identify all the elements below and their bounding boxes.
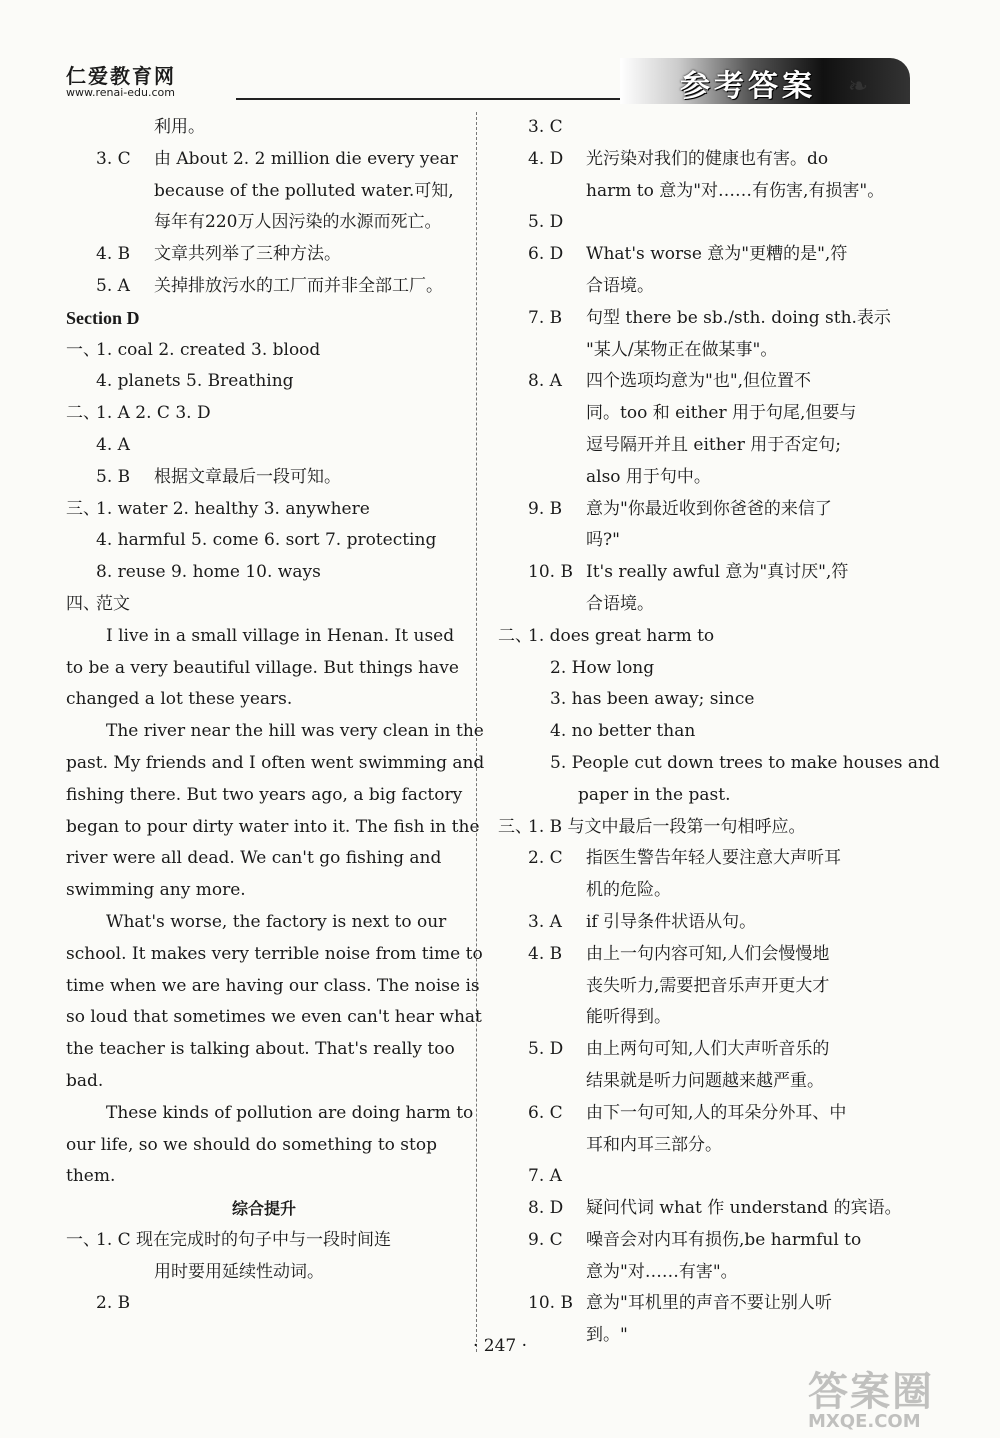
answer-line	[66, 875, 462, 907]
answer-text: 范文	[96, 593, 130, 614]
answer-line	[498, 1098, 894, 1130]
answer-number: 6. C	[528, 1102, 563, 1123]
answer-text: 根据文章最后一段可知。	[154, 466, 341, 487]
answer-text: past. My friends and I often went swimming and	[66, 752, 485, 773]
answer-number: 4. B	[528, 943, 563, 964]
answer-line	[66, 335, 462, 367]
watermark-logo	[808, 1360, 988, 1430]
brand-name: 仁爱教育网	[66, 64, 176, 88]
answer-text: 由上一句内容可知,人们会慢慢地	[586, 943, 830, 964]
answer-line	[498, 494, 894, 526]
answer-text: 1. water 2. healthy 3. anywhere	[96, 498, 370, 519]
answer-text: 利用。	[154, 117, 205, 137]
answer-line	[498, 303, 894, 335]
answer-text: 意为"耳机里的声音不要让别人听	[586, 1293, 832, 1314]
answer-line	[498, 271, 894, 303]
answer-text: 文章共列举了三种方法。	[154, 244, 341, 265]
answer-line	[66, 1098, 474, 1130]
answer-line	[498, 684, 894, 716]
section-heading: Section D	[66, 307, 140, 328]
answer-text: 5. People cut down trees to make houses and	[550, 752, 940, 773]
answer-text: 指医生警告年轻人要注意大声听耳	[586, 848, 841, 869]
answer-line	[66, 653, 462, 685]
answer-line	[498, 843, 894, 875]
answer-text: What's worse 意为"更糟的是",符	[586, 244, 848, 265]
answer-line	[66, 748, 485, 780]
left-column	[66, 112, 485, 1320]
answer-text: the teacher is talking about. That's really too	[66, 1039, 455, 1060]
answer-number: 4. D	[528, 148, 564, 169]
answer-line	[66, 557, 462, 589]
answer-line	[66, 430, 462, 462]
answer-line	[498, 1288, 894, 1320]
answer-text: 由下一句可知,人的耳朵分外耳、中	[586, 1102, 847, 1123]
answer-text: 关掉排放污水的工厂而并非全部工厂。	[154, 275, 443, 296]
page-header	[0, 0, 1000, 110]
answer-text: 四个选项均意为"也",但位置不	[586, 371, 812, 392]
watermark-main: 答案圈	[808, 1369, 934, 1415]
answer-text: 同。too 和 either 用于句尾,但要与	[586, 403, 857, 424]
answer-number: 2. C	[528, 848, 563, 869]
answer-text: 1. B 与文中最后一段第一句相呼应。	[528, 816, 806, 837]
answer-line	[66, 207, 462, 239]
answer-line	[66, 812, 480, 844]
answer-number: 3. C	[96, 148, 131, 169]
answer-text: It's really awful 意为"真讨厌",符	[586, 562, 849, 583]
answer-line	[66, 971, 480, 1003]
answer-line	[66, 621, 462, 653]
answer-line	[66, 1225, 462, 1257]
answer-line	[66, 462, 462, 494]
answer-number: 一、	[66, 339, 100, 360]
answer-text: 合语境。	[586, 593, 654, 614]
answer-line	[66, 1161, 462, 1193]
answer-number: 9. B	[528, 498, 563, 519]
answer-line	[498, 462, 894, 494]
answer-line	[498, 621, 894, 653]
answer-line	[498, 716, 894, 748]
answer-text: time when we are having our class. The noise is	[66, 975, 480, 996]
answer-line	[498, 589, 894, 621]
answer-text: if 引导条件状语从句。	[586, 911, 757, 932]
answer-number: 6. D	[528, 244, 564, 265]
answer-text: 3. has been away; since	[550, 689, 755, 710]
answer-text: changed a lot these years.	[66, 689, 293, 710]
answer-line	[498, 780, 894, 812]
answer-line	[498, 144, 894, 176]
answer-number: 一、	[66, 1229, 100, 1250]
answer-number: 4. B	[96, 244, 131, 265]
answer-text: "某人/某物正在做某事"。	[586, 339, 778, 360]
answer-text: 能听得到。	[586, 1007, 671, 1028]
answer-text: The river near the hill was very clean in the	[106, 721, 484, 742]
answer-line	[498, 335, 894, 367]
answer-number: 3. A	[528, 911, 562, 932]
banner-title: 参考答案	[680, 69, 816, 104]
answer-text: school. It makes very terrible noise from time to	[66, 943, 483, 964]
answer-number: 5. A	[96, 275, 130, 296]
answer-number: 三、	[66, 498, 100, 519]
answer-number: 二、	[498, 625, 532, 646]
watermark-sub: MXQE.COM	[808, 1411, 921, 1432]
answer-line	[66, 1130, 462, 1162]
answer-line	[66, 843, 462, 875]
answer-line	[66, 589, 462, 621]
answer-number: 5. B	[96, 466, 131, 487]
answer-text: 4. harmful 5. come 6. sort 7. protecting	[96, 530, 437, 551]
answer-line	[498, 1161, 894, 1193]
answer-text: 合语境。	[586, 275, 654, 296]
brand-url: www.renai-edu.com	[66, 86, 175, 99]
answer-line	[66, 1002, 482, 1034]
answer-line	[66, 366, 462, 398]
answer-line	[498, 398, 894, 430]
answer-text: them.	[66, 1166, 116, 1187]
answer-text: 1. C 现在完成时的句子中与一段时间连	[96, 1229, 392, 1250]
answer-text: 4. A	[96, 434, 130, 455]
answer-line	[66, 525, 462, 557]
answer-text: fishing there. But two years ago, a big factory	[66, 784, 463, 805]
answer-line	[66, 144, 462, 176]
answer-line	[498, 1066, 894, 1098]
answer-text: 耳和内耳三部分。	[586, 1134, 722, 1155]
answer-number: 三、	[498, 816, 532, 837]
answer-text: 8. reuse 9. home 10. ways	[96, 562, 321, 583]
answer-text: 意为"对……有害"。	[586, 1261, 738, 1282]
answer-text: 1. does great harm to	[528, 625, 715, 646]
answer-text: 每年有220万人因污染的水源而死亡。	[154, 212, 442, 233]
answer-number: 四、	[66, 593, 100, 614]
leaf-icon: ❧	[848, 72, 869, 100]
answer-text: 到。"	[586, 1325, 628, 1346]
answer-text: 1. A 2. C 3. D	[96, 403, 211, 424]
answer-line	[66, 398, 462, 430]
answer-line	[498, 207, 894, 239]
answer-line	[498, 812, 894, 844]
answer-text: also 用于句中。	[586, 466, 711, 487]
answer-line	[498, 1034, 894, 1066]
answer-number: 10. B	[528, 1293, 573, 1314]
answer-line	[498, 1130, 894, 1162]
answer-text: 4. planets 5. Breathing	[96, 371, 294, 392]
answer-text: 疑问代词 what 作 understand 的宾语。	[586, 1198, 902, 1219]
answer-line	[66, 1034, 462, 1066]
answer-line	[498, 176, 894, 208]
answer-line	[66, 716, 484, 748]
answer-number: 3. C	[528, 117, 563, 137]
answer-line	[498, 1257, 894, 1289]
answer-text: 4. no better than	[550, 721, 696, 742]
answer-line	[66, 780, 462, 812]
answer-line	[498, 557, 894, 589]
answer-text: river were all dead. We can't go fishing and	[66, 848, 442, 869]
answer-line	[498, 875, 894, 907]
answer-line	[66, 112, 462, 144]
answer-text: 用时要用延续性动词。	[154, 1261, 324, 1282]
page-number: · 247 ·	[472, 1336, 528, 1356]
answer-line	[66, 239, 462, 271]
answer-text: began to pour dirty water into it. The fish in the	[66, 816, 480, 837]
answer-line	[498, 971, 894, 1003]
answer-text: 2. B	[96, 1293, 131, 1314]
answer-text: so loud that sometimes we even can't hear what	[66, 1007, 482, 1028]
answer-text: 意为"你最近收到你爸爸的来信了	[586, 498, 832, 519]
right-column	[498, 112, 940, 1352]
answer-text: because of the polluted water.可知,	[154, 180, 454, 201]
answer-text: our life, so we should do something to stop	[66, 1134, 437, 1155]
answer-line	[498, 653, 894, 685]
answer-text: to be a very beautiful village. But things have	[66, 657, 459, 678]
answer-line	[498, 112, 894, 144]
answer-text: 光污染对我们的健康也有害。do	[586, 148, 829, 169]
answer-text: 机的危险。	[586, 880, 671, 901]
answer-line	[498, 1225, 894, 1257]
answer-number: 10. B	[528, 562, 573, 583]
answer-line	[66, 271, 462, 303]
answer-text: 由 About 2. 2 million die every year	[154, 148, 458, 169]
section-heading-center: 综合提升	[231, 1199, 296, 1219]
answer-line	[66, 176, 462, 208]
answer-text: 由上两句可知,人们大声听音乐的	[586, 1039, 830, 1060]
answer-line	[498, 1002, 894, 1034]
answer-text: paper in the past.	[578, 784, 731, 805]
answer-text: I live in a small village in Henan. It used	[106, 625, 455, 646]
answer-line	[498, 939, 894, 971]
answer-line	[66, 1288, 462, 1320]
answer-line	[498, 239, 894, 271]
answer-text: swimming any more.	[66, 880, 246, 901]
answer-text: What's worse, the factory is next to our	[106, 911, 447, 932]
answer-line	[498, 1193, 902, 1225]
answer-text: 逗号隔开并且 either 用于否定句;	[586, 434, 841, 455]
answer-number: 8. D	[528, 1198, 564, 1219]
answer-text: These kinds of pollution are doing harm to	[106, 1102, 474, 1123]
answer-text: 结果就是听力问题越来越严重。	[586, 1070, 824, 1091]
answer-number: 8. A	[528, 371, 562, 392]
answer-line	[498, 748, 940, 780]
answer-line	[66, 1257, 462, 1289]
answer-text: 1. coal 2. created 3. blood	[96, 339, 321, 360]
answer-line	[498, 525, 894, 557]
answer-line	[66, 684, 462, 716]
answer-text: 2. How long	[550, 657, 655, 678]
answer-number: 5. D	[528, 1039, 564, 1060]
answer-text: 吗?"	[586, 530, 620, 551]
answer-text: 噪音会对内耳有损伤,be harmful to	[586, 1229, 862, 1250]
answer-line	[498, 430, 894, 462]
answer-line	[66, 939, 483, 971]
answer-line	[498, 907, 894, 939]
answer-line	[66, 907, 462, 939]
answer-number: 5. D	[528, 212, 564, 233]
answer-line	[498, 366, 894, 398]
answer-line	[66, 1066, 462, 1098]
answer-number: 7. B	[528, 307, 563, 328]
answer-text: harm to 意为"对……有伤害,有损害"。	[586, 180, 885, 201]
answer-number: 9. C	[528, 1229, 563, 1250]
answer-number: 二、	[66, 403, 100, 424]
answer-number: 7. A	[528, 1166, 562, 1187]
answer-text: 句型 there be sb./sth. doing sth.表示	[586, 307, 891, 328]
answer-text: bad.	[66, 1070, 104, 1091]
answer-text: 丧失听力,需要把音乐声开更大才	[586, 975, 830, 996]
answer-line	[66, 494, 462, 526]
